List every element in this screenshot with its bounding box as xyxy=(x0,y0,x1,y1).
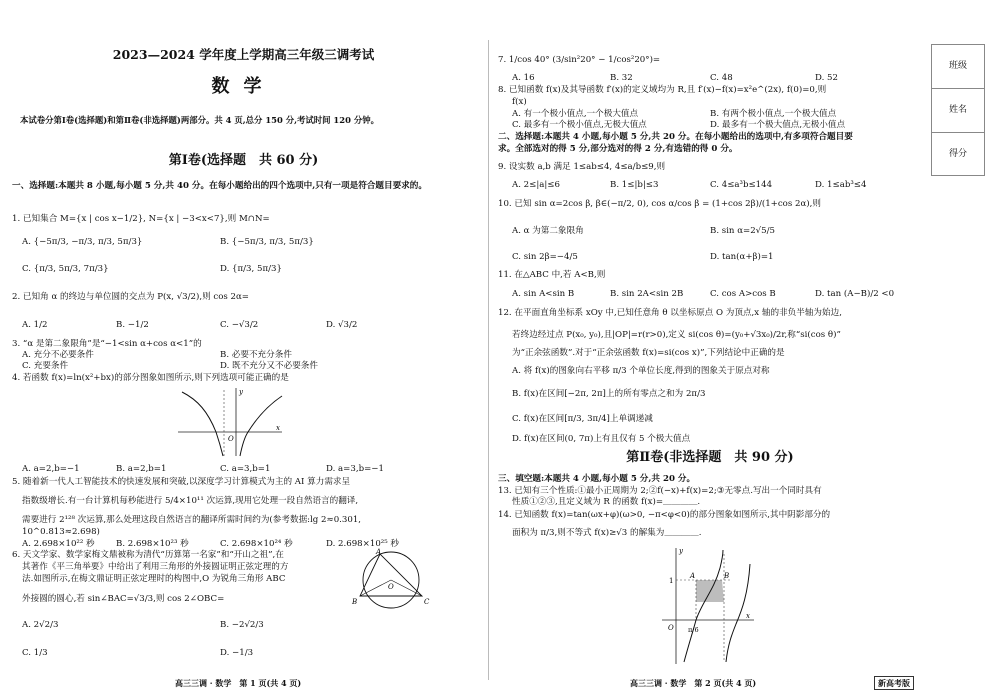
q11-option-a: A. sin A<sin B xyxy=(512,289,575,299)
q10-option-c: C. sin 2β=−4/5 xyxy=(512,252,578,262)
q6-circle-figure xyxy=(350,548,434,612)
q9-option-b: B. 1≤|b|≤3 xyxy=(610,180,659,190)
edition-badge: 新高考版 xyxy=(874,676,914,690)
subject-title: 数学 xyxy=(211,76,276,97)
part-two-heading: 第Ⅱ卷(非选择题 共 90 分) xyxy=(626,450,794,465)
q12-option-d: D. f(x)在区间(0, 7π)上有且仅有 5 个极大值点 xyxy=(512,434,691,444)
q10-option-d: D. tan(α+β)=1 xyxy=(710,252,774,262)
q10-stem: 10. 已知 sin α=2cos β, β∈(−π/2, 0), cos α/cos β = (1+cos 2β)/(1+cos 2α),则 xyxy=(498,199,821,209)
q11-stem: 11. 在△ABC 中,若 A<B,则 xyxy=(498,270,606,280)
q4-option-c: C. a=3,b=1 xyxy=(220,464,271,474)
section-one-instructions: 一、选择题:本题共 8 小题,每小题 5 分,共 40 分。在每小题给出的四个选项中,只有一项是符合题目要求的。 xyxy=(12,181,427,191)
q9-option-d: D. 1≤ab³≤4 xyxy=(815,180,867,190)
q8-stem: 8. 已知函数 f(x)及其导函数 f′(x)的定义域均为 R,且 f′(x)−f(x)=x²e^(2x), f(0)=0,则 xyxy=(498,85,827,95)
q8-option-a: A. 有一个极小值点,一个极大值点 xyxy=(512,109,639,119)
q5-option-d: D. 2.698×10²⁵ 秒 xyxy=(326,539,400,549)
q12-option-c: C. f(x)在区间[π/3, 3π/4]上单调递减 xyxy=(512,414,653,424)
q6-line-3: 法.如图所示,在梅文鼎证明正弦定理时的构图中,O 为锐角三角形 ABC xyxy=(22,574,286,584)
q13-line-1: 13. 已知有三个性质:①最小正周期为 2;②f(−x)+f(x)=2;③无零点.写出一个同时具有 xyxy=(498,486,822,496)
q14-line-1: 14. 已知函数 f(x)=tan(ωx+φ)(ω>0, −π<φ<0)的部分图象如图所示,其中阴影部分的 xyxy=(498,510,831,520)
q2-option-a: A. 1/2 xyxy=(22,320,48,330)
q9-option-c: C. 4≤a³b≤144 xyxy=(710,180,773,190)
q4-option-a: A. a=2,b=−1 xyxy=(22,464,80,474)
section-two-line-2: 求。全部选对的得 5 分,部分选对的得 2 分,有选错的得 0 分。 xyxy=(498,144,738,154)
q5-line-1: 5. 随着新一代人工智能技术的快速发展和突破,以深度学习计算模式为主的 AI 算力需求呈 xyxy=(12,477,351,487)
q14-one-label: 1 xyxy=(669,577,674,585)
q8-stem-cont: f(x) xyxy=(512,97,527,107)
q1-option-a: A. {−5π/3, −π/3, π/3, 5π/3} xyxy=(22,237,143,247)
q6-oc-line xyxy=(391,580,422,596)
q7-stem: 7. 1/cos 40° (3/sin²20° − 1/cos²20°)= xyxy=(498,55,661,65)
q14-label-a: A xyxy=(690,572,696,580)
q6-option-c: C. 1/3 xyxy=(22,648,48,658)
q8-option-d: D. 最多有一个极大值点,无极小值点 xyxy=(710,120,846,130)
q10-option-b: B. sin α=2√5/5 xyxy=(710,226,775,236)
q12-option-b: B. f(x)在区间[−2π, 2π]上的所有零点之和为 2π/3 xyxy=(512,389,706,399)
q6-line-4: 外接圆的圆心,若 sin∠BAC=√3/3,则 cos 2∠OBC= xyxy=(22,594,225,604)
q4-left-branch xyxy=(182,392,223,456)
name-field[interactable]: 姓名 xyxy=(932,89,984,133)
q8-option-c: C. 最多有一个极小值点,无极大值点 xyxy=(512,120,647,130)
q14-label-b: B xyxy=(724,572,730,580)
q9-option-a: A. 2≤|a|≤6 xyxy=(512,180,560,190)
q6-label-b: B xyxy=(352,598,358,606)
q4-x-label: x xyxy=(276,424,280,432)
q5-option-c: C. 2.698×10²⁴ 秒 xyxy=(220,539,293,549)
q11-option-d: D. tan (A−B)/2 <0 xyxy=(815,289,895,299)
q4-stem: 4. 若函数 f(x)=ln(x²+bx)的部分图象如图所示,则下列选项可能正确的是 xyxy=(12,373,289,383)
footer-page-1: 高三三调 · 数学 第 1 页(共 4 页) xyxy=(175,678,302,688)
q12-line-2: 若终边经过点 P(x₀, y₀),且|OP|=r(r>0),定义 si(cos θ)=(y₀+√3x₀)/2r,称“si(cos θ)” xyxy=(512,330,841,340)
q2-option-d: D. √3/2 xyxy=(326,320,358,330)
q14-curve-1 xyxy=(684,550,723,662)
q13-line-2: 性质①②③,且定义域为 R 的函数 f(x)=＿＿＿＿. xyxy=(512,497,701,507)
footer-page-2: 高三三调 · 数学 第 2 页(共 4 页) xyxy=(630,678,757,688)
q4-graph xyxy=(178,386,286,458)
q14-x-label: x xyxy=(746,612,750,620)
q2-option-b: B. −1/2 xyxy=(116,320,149,330)
q7-option-d: D. 52 xyxy=(815,73,838,83)
q6-label-c: C xyxy=(424,598,430,606)
q2-stem: 2. 已知角 α 的终边与单位圆的交点为 P(x, √3/2),则 cos 2α= xyxy=(12,292,250,302)
q14-line-2: 面积为 π/3,则不等式 f(x)≥√3 的解集为＿＿＿＿. xyxy=(512,528,702,538)
q4-y-label: y xyxy=(239,388,243,396)
q3-option-d: D. 既不充分又不必要条件 xyxy=(220,361,318,371)
q6-ob-line xyxy=(360,580,391,596)
q6-option-b: B. −2√2/3 xyxy=(220,620,264,630)
q3-stem: 3. “α 是第二象限角”是“−1<sin α+cos α<1”的 xyxy=(12,339,202,349)
q6-line-2: 其著作《平三角举要》中给出了利用三角形的外接圆证明正弦定理的方 xyxy=(22,562,289,572)
q1-option-b: B. {−5π/3, π/3, 5π/3} xyxy=(220,237,314,247)
section-two-line-1: 二、选择题:本题共 4 小题,每小题 5 分,共 20 分。在每小题给出的选项中,有多项符合题目要 xyxy=(498,132,853,142)
q2-option-c: C. −√3/2 xyxy=(220,320,259,330)
q14-y-label: y xyxy=(679,547,683,555)
q7-option-c: C. 48 xyxy=(710,73,733,83)
q11-option-b: B. sin 2A<sin 2B xyxy=(610,289,684,299)
exam-title: 2023—2024 学年度上学期高三年级三调考试 xyxy=(112,47,375,62)
q12-option-a: A. 将 f(x)的图象向右平移 π/3 个单位长度,得到的图象关于原点对称 xyxy=(512,366,770,376)
part-one-heading: 第Ⅰ卷(选择题 共 60 分) xyxy=(168,153,319,168)
q5-line-4: 10^0.813≈2.698) xyxy=(22,527,100,537)
q4-option-b: B. a=2,b=1 xyxy=(116,464,167,474)
q9-stem: 9. 设实数 a,b 满足 1≤ab≤4, 4≤a/b≤9,则 xyxy=(498,162,666,172)
q3-option-a: A. 充分不必要条件 xyxy=(22,350,94,360)
q3-option-b: B. 必要不充分条件 xyxy=(220,350,292,360)
q4-option-d: D. a=3,b=−1 xyxy=(326,464,384,474)
q6-label-o: O xyxy=(388,583,394,591)
q5-line-3: 需要进行 2¹²⁸ 次运算,那么处理这段自然语言的翻译所需时间约为(参考数据:lg 2≈0.301, xyxy=(22,515,362,525)
q3-option-c: C. 充要条件 xyxy=(22,361,69,371)
q14-origin-label: O xyxy=(668,624,674,632)
q12-line-3: 为“正余弦函数”.对于“正余弦函数 f(x)=si(cos x)”,下列结论中正确的是 xyxy=(512,348,785,358)
intro-text: 本试卷分第Ⅰ卷(选择题)和第Ⅱ卷(非选择题)两部分。共 4 页,总分 150 分,考试时间 120 分钟。 xyxy=(20,115,379,125)
q7-option-b: B. 32 xyxy=(610,73,633,83)
page-divider xyxy=(488,40,489,680)
q12-line-1: 12. 在平面直角坐标系 xOy 中,已知任意角 θ 以坐标原点 O 为顶点,x 轴的非负半轴为始边, xyxy=(498,308,842,318)
q14-tan-graph xyxy=(660,544,756,666)
q6-option-d: D. −1/3 xyxy=(220,648,254,658)
score-field[interactable]: 得分 xyxy=(948,148,967,159)
score-box xyxy=(931,44,985,176)
q1-option-d: D. {π/3, 5π/3} xyxy=(220,264,282,274)
q7-option-a: A. 16 xyxy=(512,73,535,83)
class-field[interactable]: 班级 xyxy=(932,45,984,89)
q6-option-a: A. 2√2/3 xyxy=(22,620,59,630)
q1-stem: 1. 已知集合 M={x | cos x−1/2}, N={x | −3<x<7},则 M∩N= xyxy=(12,214,270,224)
q1-option-c: C. {π/3, 5π/3, 7π/3} xyxy=(22,264,109,274)
q11-option-c: C. cos A>cos B xyxy=(710,289,776,299)
q6-label-a: A xyxy=(376,548,382,556)
q8-option-b: B. 有两个极小值点,一个极大值点 xyxy=(710,109,837,119)
q4-origin-label: O xyxy=(228,435,234,443)
q5-option-b: B. 2.698×10²³ 秒 xyxy=(116,539,189,549)
q5-option-a: A. 2.698×10²² 秒 xyxy=(22,539,95,549)
q6-line-1: 6. 天文学家、数学家梅文鼎被称为清代“历算第一名家”和“开山之祖”,在 xyxy=(12,550,284,560)
q5-line-2: 指数级增长.有一台计算机每秒能进行 5/4×10¹¹ 次运算,现用它处理一段自然语言的翻译, xyxy=(22,496,359,506)
section-three-heading: 三、填空题:本题共 4 小题,每小题 5 分,共 20 分。 xyxy=(498,474,696,484)
q14-pi6-label: π/6 xyxy=(688,626,699,634)
q10-option-a: A. α 为第二象限角 xyxy=(512,226,584,236)
